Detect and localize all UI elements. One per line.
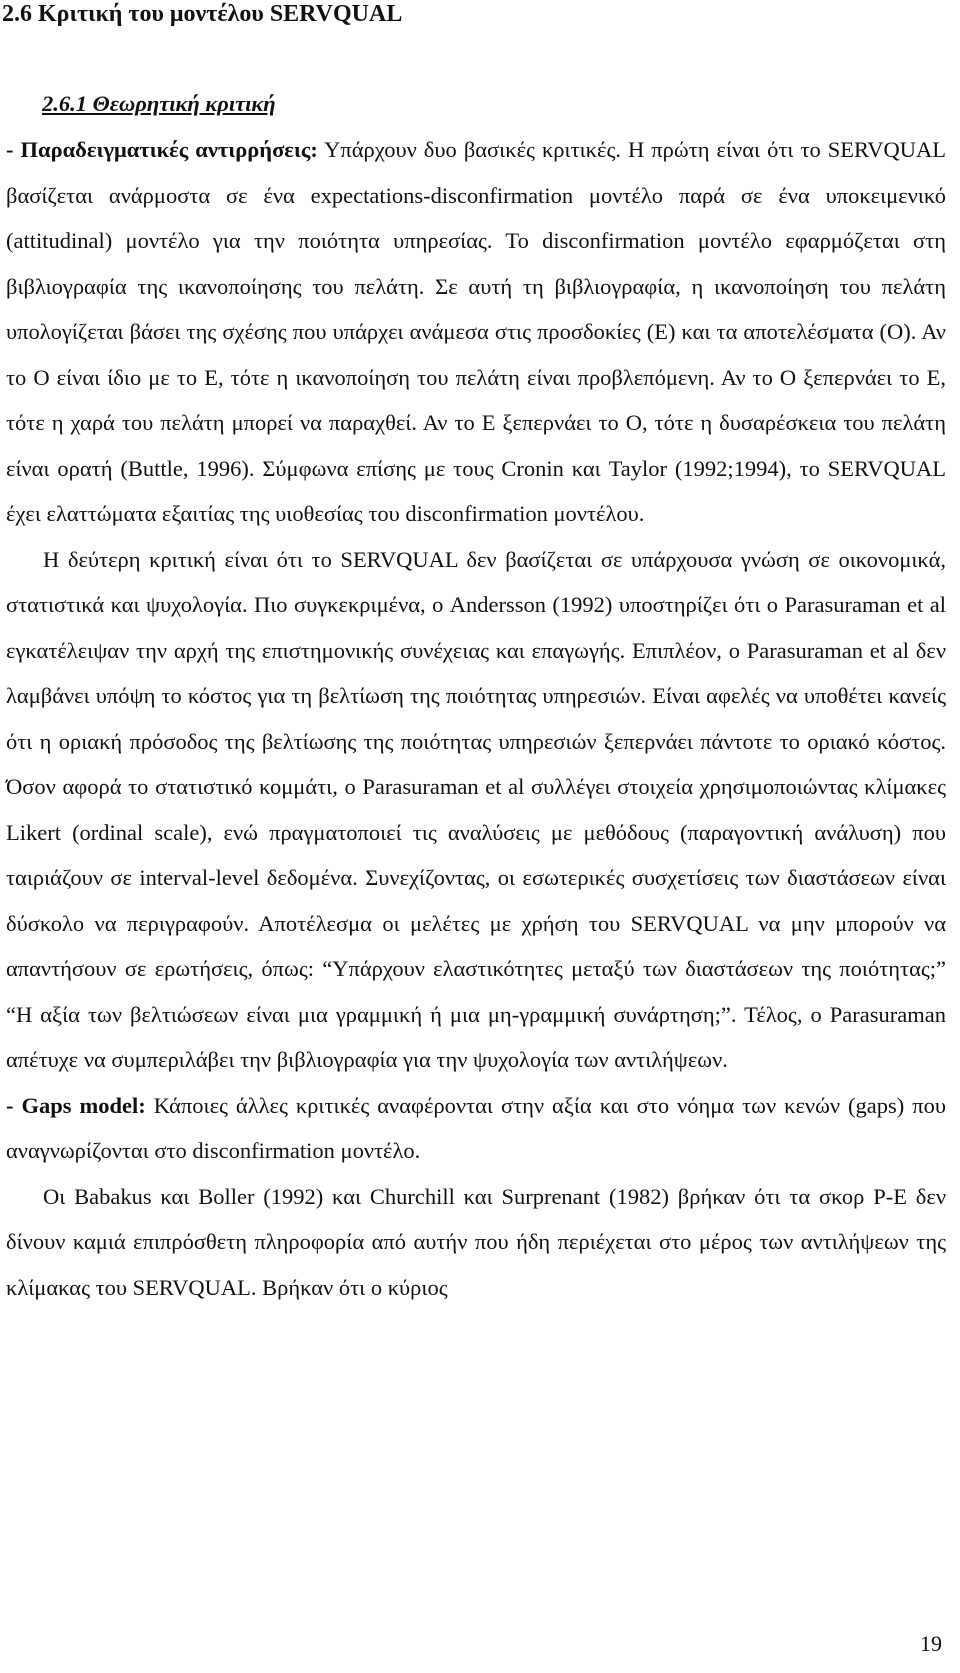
paragraph-text: Κάποιες άλλες κριτικές αναφέρονται στην αξία και στο νόημα των κενών (gaps) που αναγνωρίζονται στο disconfirmation μοντέλο. [6,1092,946,1163]
paragraph-gaps-model [6,1083,946,1174]
page-number: 19 [920,1631,942,1656]
section-title: 2.6 Κριτική του μοντέλου SERVQUAL [2,1,403,27]
paragraph-babakus-boller: Οι Babakus και Boller (1992) και Churchill και Surprenant (1982) βρήκαν ότι τα σκορ P-E δεν δίνουν καμιά επιπρόσθετη πληροφορία από αυτήν που ήδη περιέχεται στο μέρος των αντιλήψεων της κλίμακας του SERVQUAL. Βρήκαν ότι ο κύριος [6,1183,946,1300]
body-text [6,127,946,1310]
paragraph-text: Υπάρχουν δυο βασικές κριτικές. Η πρώτη είναι ότι το SERVQUAL βασίζεται ανάρμοστα σε ένα expectations-disconfirmation μοντέλο παρά σε ένα υποκειμενικό (attitudinal) μοντέλο για την ποιότητα υπηρεσίας. Το disconfirmation μοντέλο εφαρμόζεται στη βιβλιογραφία της ικανοποίησης του πελάτη. Σε αυτή τη βιβλιογραφία, η ικανοποίηση του πελάτη υπολογίζεται βάσει της σχέσης που υπάρχει ανάμεσα στις προσδοκίες (Ε) και τα αποτελέσματα (Ο). Αν το Ο είναι ίδιο με το Ε, τότε η ικανοποίηση του πελάτη είναι προβλεπόμενη. Αν το Ο ξεπερνάει το Ε, τότε η χαρά του πελάτη μπορεί να παραχθεί. Αν το Ε ξεπερνάει το Ο, τότε η δυσαρέσκεια του πελάτη είναι ορατή (Buttle, 1996). Σύμφωνα επίσης με τους Cronin και Taylor (1992;1994), το SERVQUAL έχει ελαττώματα εξαιτίας της υιοθεσίας του disconfirmation μοντέλου. [6,137,946,526]
paragraph-lead: - Gaps model: [6,1092,146,1118]
paragraph-lead: - Παραδειγματικές αντιρρήσεις: [6,137,318,162]
paragraph-second-critique: Η δεύτερη κριτική είναι ότι το SERVQUAL δεν βασίζεται σε υπάρχουσα γνώση σε οικονομικά, στατιστικά και ψυχολογία. Πιο συγκεκριμένα, ο Andersson (1992) υποστηρίζει ότι ο Parasuraman et al εγκατέλειψαν την αρχή της επιστημονικής συνέχειας και επαγωγής. Επιπλέον, ο Parasuraman et al δεν λαμβάνει υπόψη το κόστος για τη βελτίωση της ποιότητας υπηρεσιών. Είναι αφελές να υποθέτει κανείς ότι η οριακή πρόσοδος της βελτίωσης της ποιότητας υπηρεσιών ξεπερνάει πάντοτε το οριακό κόστος. Όσον αφορά το στατιστικό κομμάτι, ο Parasuraman et al συλλέγει στοιχεία χρησιμοποιώντας κλίμακες Likert (ordinal scale), ενώ πραγματοποιεί τις αναλύσεις με μεθόδους (παραγοντική ανάλυση) που ταιριάζουν σε interval-level δεδομένα. Συνεχίζοντας, οι εσωτερικές συσχετίσεις των διαστάσεων είναι δύσκολο να περιγραφούν. Αποτέλεσμα οι μελέτες με χρήση του SERVQUAL να μην μπορούν να απαντήσουν σε ερωτήσεις, όπως: “Υπάρχουν ελαστικότητες μεταξύ των διαστάσεων της ποιότητας;” “Η αξία των βελτιώσεων είναι μια γραμμική ή μια μη-γραμμική συνάρτηση;”. Τέλος, ο Parasuraman απέτυχε να συμπεριλάβει την βιβλιογραφία για την ψυχολογία των αντιλήψεων. [6,546,946,1072]
subsection-title: 2.6.1 Θεωρητική κριτική [42,91,276,116]
paragraph-paradigmatic-objections [6,127,946,537]
